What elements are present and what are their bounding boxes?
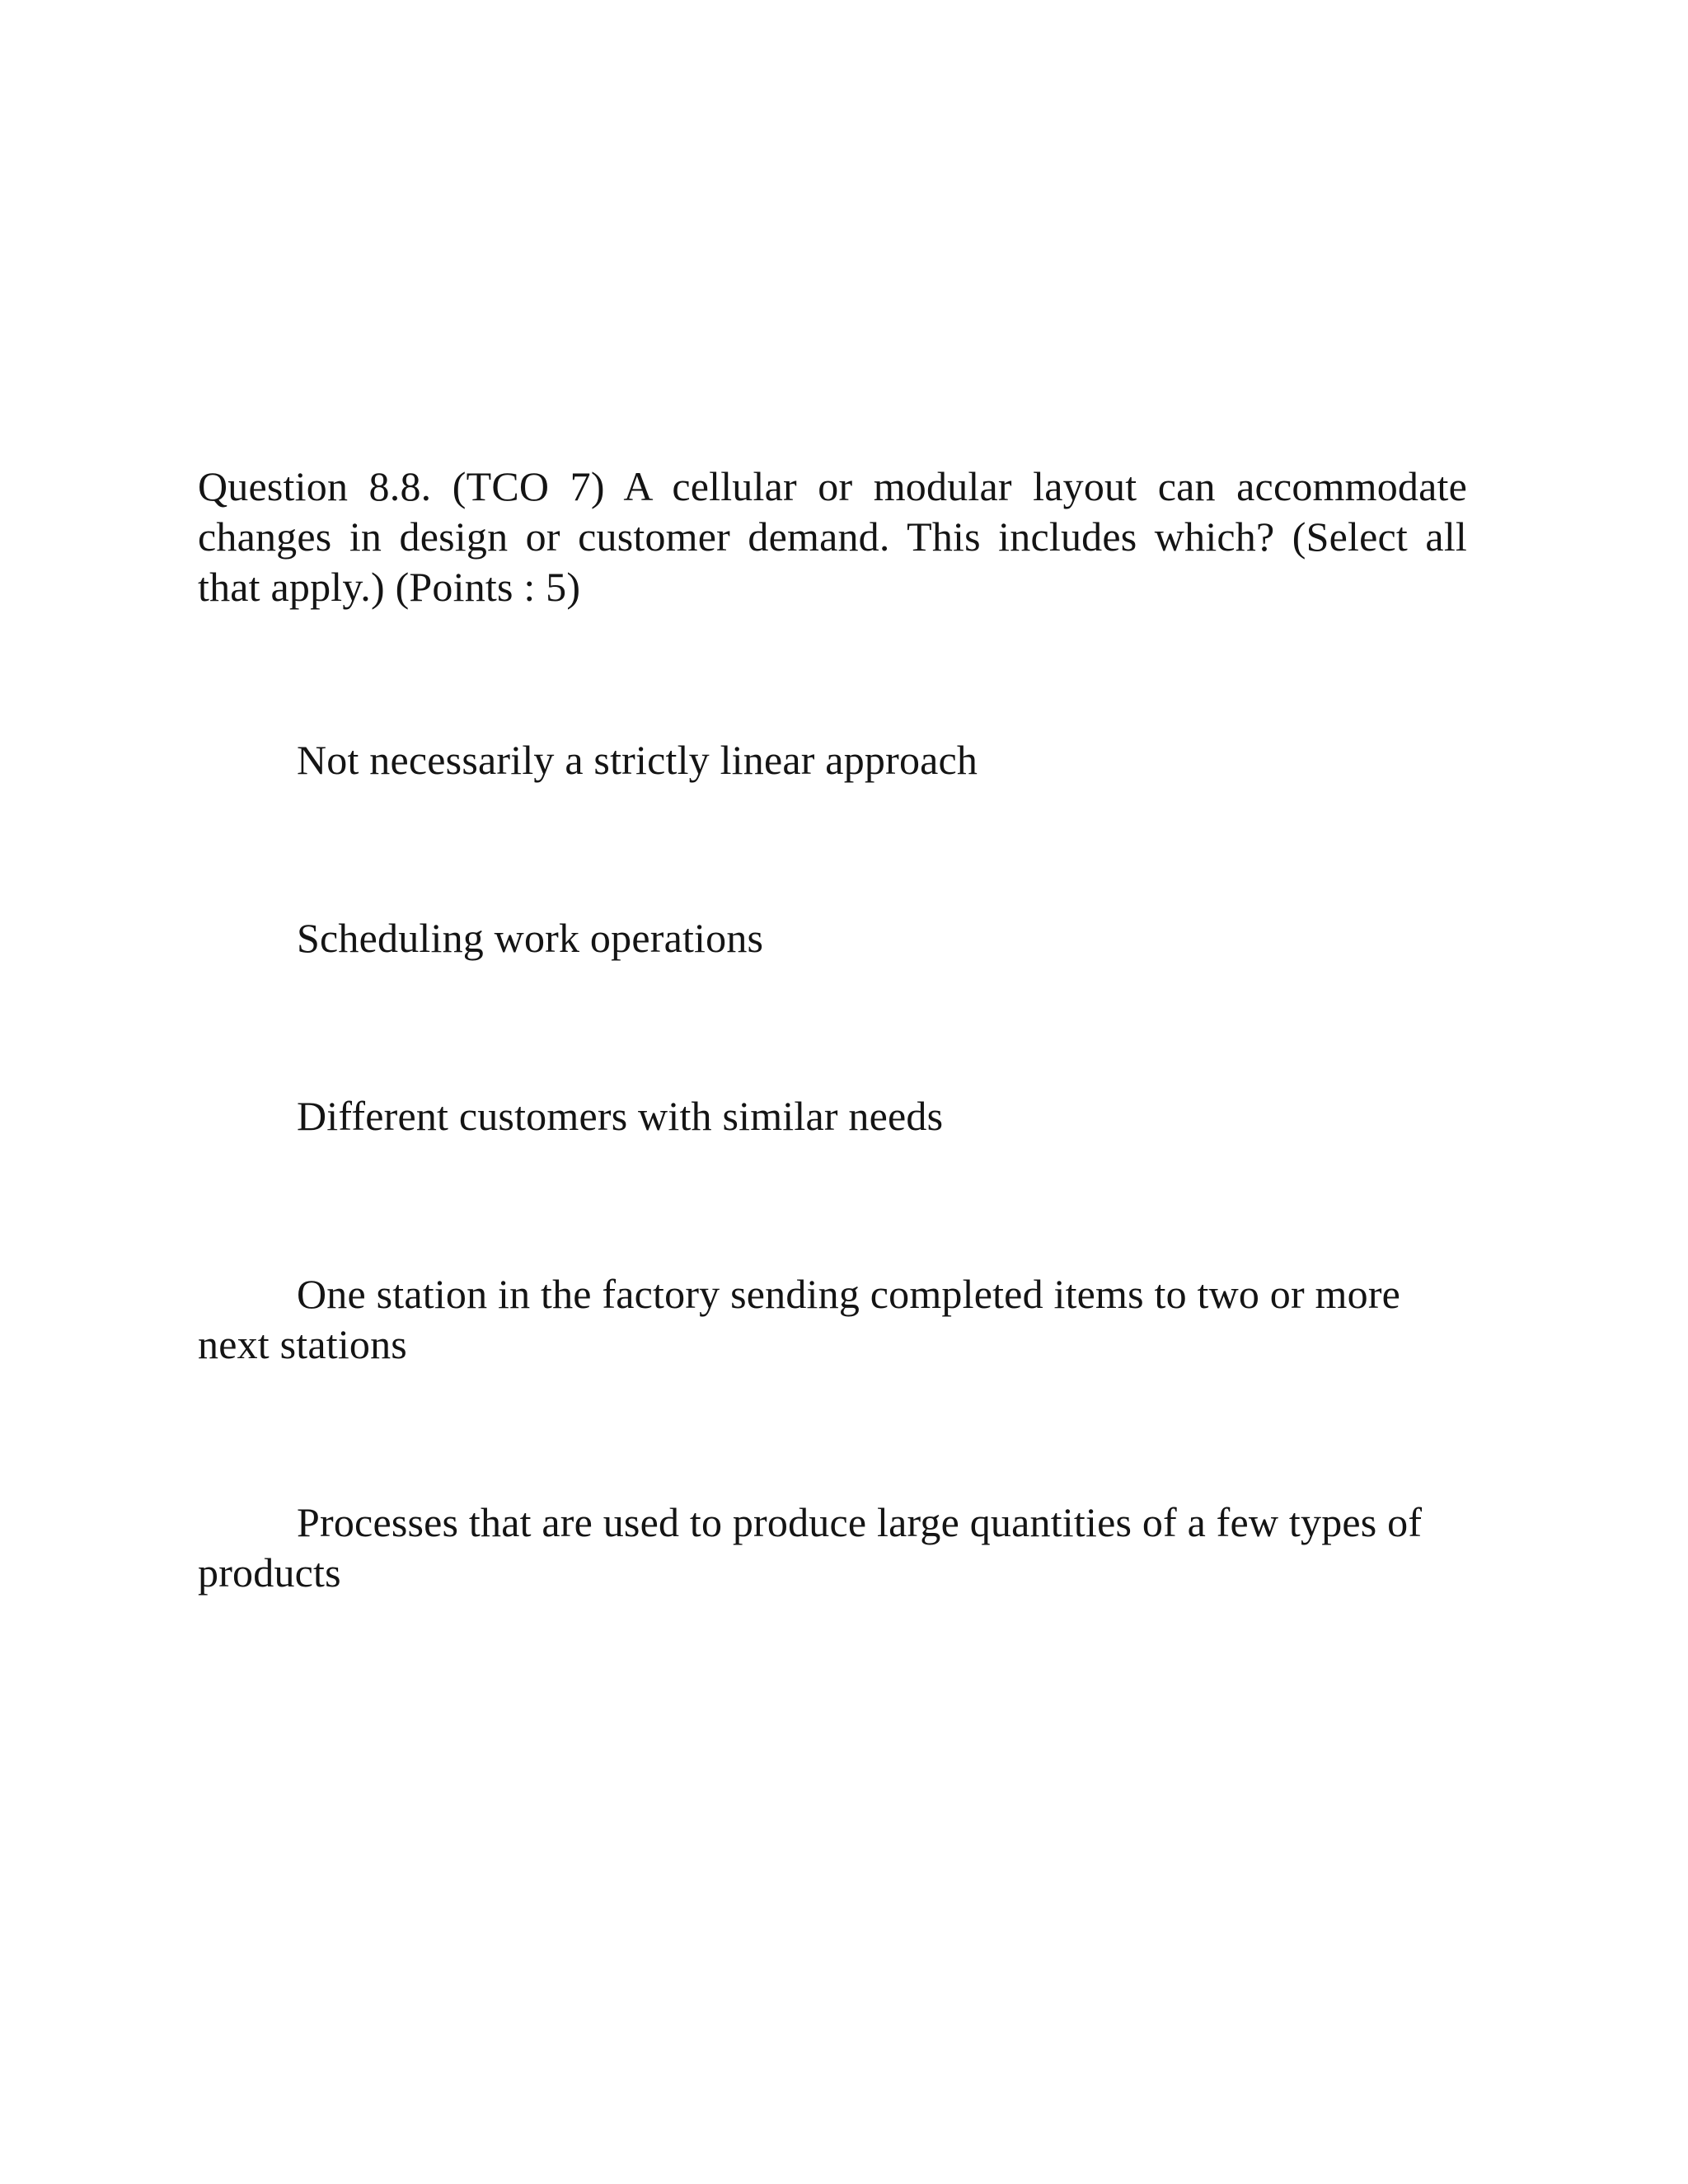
answer-option: Different customers with similar needs — [297, 1093, 944, 1139]
answer-option: Processes that are used to produce large quantities of a few types of products — [198, 1499, 1423, 1596]
question-text: Question 8.8. (TCO 7) A cellular or modular layout can accommodate changes in design or customer demand. This includes which? (Select all that apply.) (Points : 5) — [198, 463, 1467, 610]
answer-option: One station in the factory sending completed items to two or more next stations — [198, 1271, 1401, 1367]
answer-option: Not necessarily a strictly linear approach — [297, 737, 978, 783]
answer-option: Scheduling work operations — [297, 915, 764, 961]
answer-options-list — [198, 735, 1467, 1598]
